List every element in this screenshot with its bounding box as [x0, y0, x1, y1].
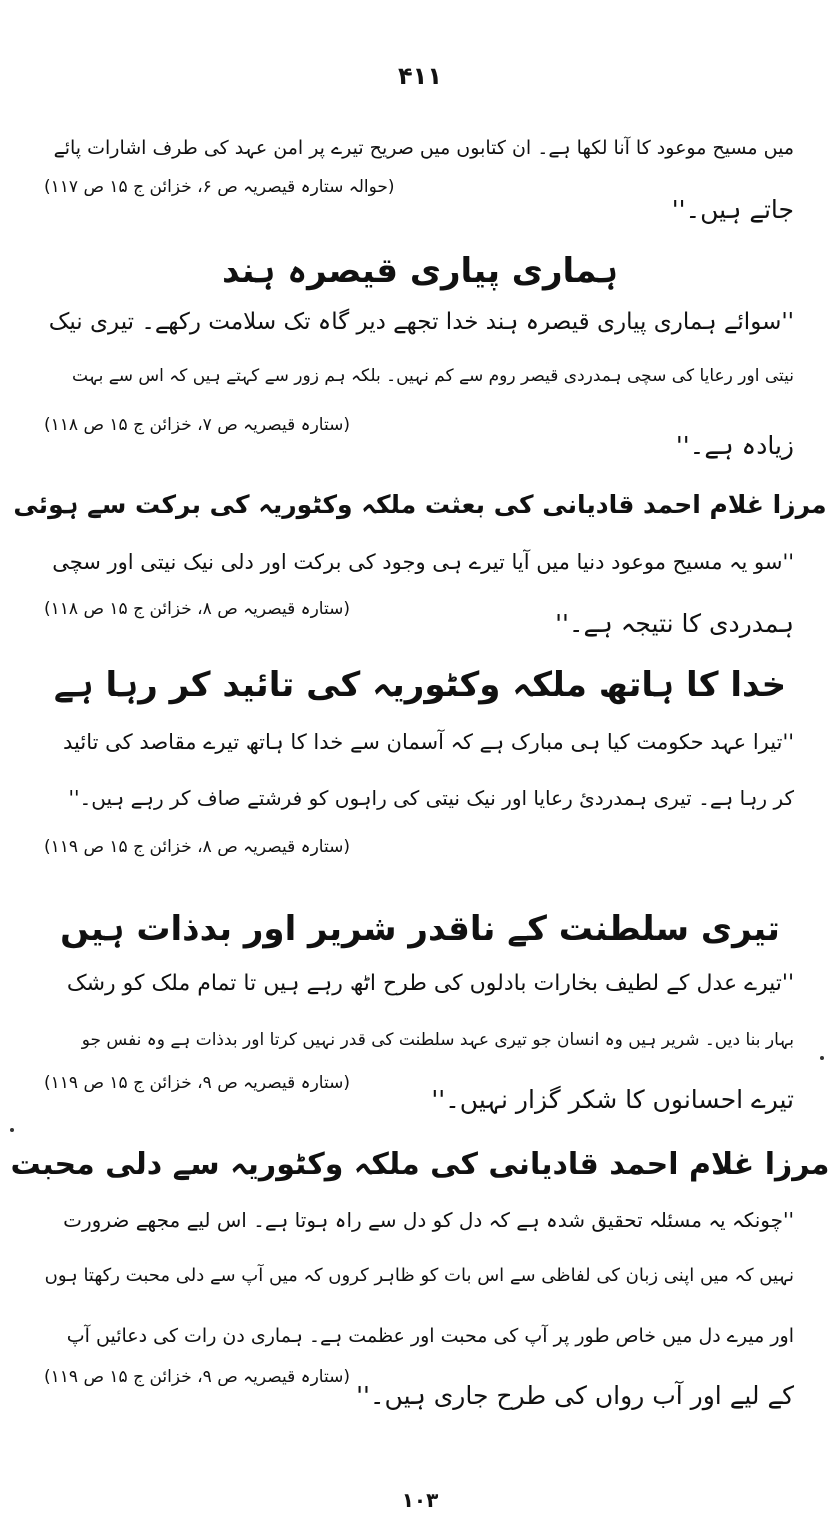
page-number-bottom: ۱۰۳	[401, 1488, 439, 1512]
citation: (ستارہ قیصریہ ص ۸، خزائن ج ۱۵ ص ۱۱۹)	[44, 837, 350, 857]
paragraph-line: اور میرے دل میں خاص طور پر آپ کی محبت اور عظمت ہے۔ ہماری دن رات کی دعائیں آپ	[66, 1325, 794, 1347]
paragraph-line: ''سو یہ مسیح موعود دنیا میں آیا تیرے ہی وجود کی برکت اور دلی نیک نیتی اور سچی	[52, 550, 794, 574]
citation: (ستارہ قیصریہ ص ۹، خزائن ج ۱۵ ص ۱۱۹)	[44, 1367, 350, 1387]
citation: (حوالہ ستارہ قیصریہ ص ۶، خزائن ج ۱۵ ص ۱۱۷)	[44, 177, 395, 197]
section-heading: مرزا غلام احمد قادیانی کی بعثت ملکہ وکٹوریہ کی برکت سے ہوئی	[13, 490, 827, 519]
paragraph-line: ''تیرا عہد حکومت کیا ہی مبارک ہے کہ آسمان سے خدا کا ہاتھ تیرے مقاصد کی تائید	[63, 730, 794, 754]
paragraph-line: نہیں کہ میں اپنی زبان کی لفاظی سے اس بات کو ظاہر کروں کہ میں آپ سے دلی محبت رکھتا ہوں	[44, 1265, 794, 1286]
paragraph-line: ''چونکہ یہ مسئلہ تحقیق شدہ ہے کہ دل کو دل سے راہ ہوتا ہے۔ اس لیے مجھے ضرورت	[63, 1208, 794, 1232]
paragraph-line: ''تیرے عدل کے لطیف بخارات بادلوں کی طرح اٹھ رہے ہیں تا تمام ملک کو رشک	[66, 971, 794, 996]
section-heading: ہماری پیاری قیصرہ ہند	[221, 251, 619, 291]
section-heading: خدا کا ہاتھ ملکہ وکٹوریہ کی تائید کر رہا ہے	[53, 665, 787, 705]
paragraph-line: نیتی اور رعایا کی سچی ہمدردی قیصر روم سے کم نہیں۔ بلکہ ہم زور سے کہتے ہیں کہ اس سے بہت	[71, 366, 794, 386]
citation: (ستارہ قیصریہ ص ۸، خزائن ج ۱۵ ص ۱۱۸)	[44, 599, 350, 619]
citation: (ستارہ قیصریہ ص ۹، خزائن ج ۱۵ ص ۱۱۹)	[44, 1073, 350, 1093]
section-heading: تیری سلطنت کے ناقدر شریر اور بدذات ہیں	[60, 909, 780, 949]
citation: (ستارہ قیصریہ ص ۷، خزائن ج ۱۵ ص ۱۱۸)	[44, 415, 350, 435]
section-heading: مرزا غلام احمد قادیانی کی ملکہ وکٹوریہ سے دلی محبت	[10, 1147, 830, 1182]
paragraph-line: کے لیے اور آب رواں کی طرح جاری ہیں۔''	[356, 1381, 794, 1410]
paragraph-line: بہار بنا دیں۔ شریر ہیں وہ انسان جو تیری عہد سلطنت کی قدر نہیں کرتا اور بدذات ہے وہ نفس جو	[81, 1030, 794, 1050]
paragraph-line: کر رہا ہے۔ تیری ہمدردئ رعایا اور نیک نیتی کی راہوں کو فرشتے صاف کر رہے ہیں۔''	[68, 786, 794, 810]
paragraph-line: میں مسیح موعود کا آنا لکھا ہے۔ ان کتابوں میں صریح تیرے پر امن عہد کی طرف اشارات پائے	[53, 137, 794, 159]
scan-speck	[820, 1056, 824, 1060]
paragraph-line: جاتے ہیں۔''	[671, 195, 794, 224]
paragraph-line: ''سوائے ہماری پیاری قیصرہ ہند خدا تجھے دیر گاہ تک سلامت رکھے۔ تیری نیک	[48, 309, 794, 335]
paragraph-line: ہمدردی کا نتیجہ ہے۔''	[555, 609, 794, 638]
paragraph-line: زیادہ ہے۔''	[675, 431, 794, 460]
page-number-top: ۴۱۱	[398, 62, 442, 90]
scan-speck	[10, 1128, 14, 1132]
paragraph-line: تیرے احسانوں کا شکر گزار نہیں۔''	[431, 1085, 794, 1114]
